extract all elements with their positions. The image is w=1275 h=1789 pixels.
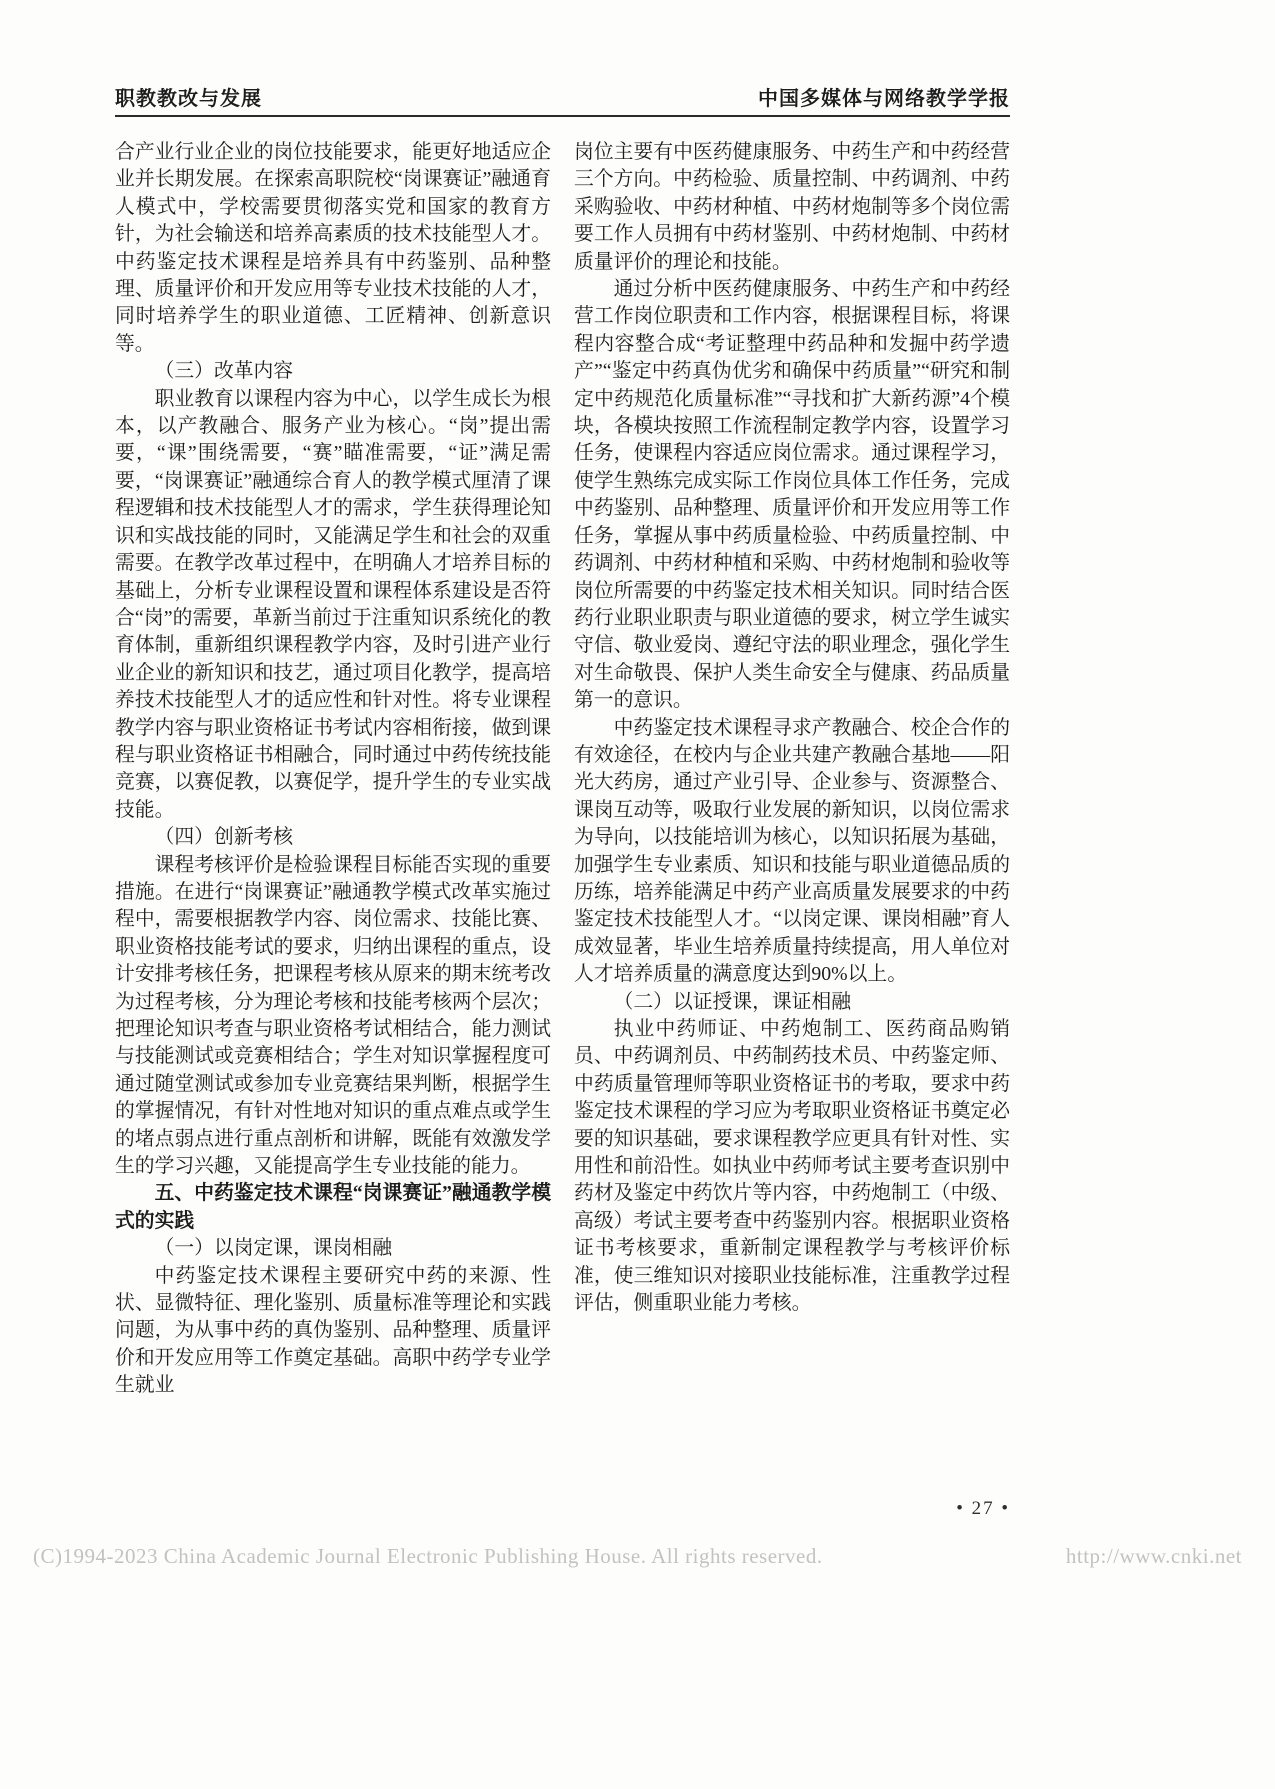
body-paragraph: 合产业行业企业的岗位技能要求，能更好地适应企业并长期发展。在探索高职院校“岗课赛证”融通育人模式中，学校需要贯彻落实党和国家的教育方针，为社会输送和培养高素质的技术技能型人才。中药鉴定技术课程是培养具有中药鉴别、品种整理、质量评价和开发应用等专业技术技能的人才，同时培养学生的职业道德、工匠精神、创新意识等。 bbox=[115, 141, 551, 355]
copyright-text: (C)1994-2023 China Academic Journal Electronic Publishing House. All rights reserved. bbox=[33, 1544, 823, 1568]
subsection-heading: （三）改革内容 bbox=[154, 360, 294, 383]
right-column bbox=[574, 139, 1010, 1400]
subsection-heading: （二）以证授课，课证相融 bbox=[613, 990, 851, 1013]
header-rule bbox=[115, 115, 1010, 117]
body-paragraph: 中药鉴定技术课程主要研究中药的来源、性状、显微特征、理化鉴别、质量标准等理论和实践问题，为从事中药的真伪鉴别、品种整理、质量评价和开发应用等工作奠定基础。高职中药学专业学生就业 bbox=[115, 1264, 551, 1397]
footer-url: http://www.cnki.net bbox=[1065, 1544, 1242, 1568]
body-paragraph: 职业教育以课程内容为中心，以学生成长为根本，以产教融合、服务产业为核心。“岗”提出需要，“课”围绕需要，“赛”瞄准需要，“证”满足需要，“岗课赛证”融通综合育人的教学模式厘清了课程逻辑和技术技能型人才的需求，学生获得理论知识和实战技能的同时，又能满足学生和社会的双重需要。在教学改革过程中，在明确人才培养目标的基础上，分析专业课程设置和课程体系建设是否符合“岗”的需要，革新当前过于注重知识系统化的教育体制，重新组织课程教学内容，及时引进产业行业企业的新知识和技艺，通过项目化教学，提高培养技术技能型人才的适应性和针对性。将专业课程教学内容与职业资格证书考试内容相衔接，做到课程与职业资格证书相融合，同时通过中药传统技能竞赛，以赛促教，以赛促学，提升学生的专业实战技能。 bbox=[115, 387, 551, 821]
subsection-heading: （四）创新考核 bbox=[154, 826, 294, 849]
page-header bbox=[115, 82, 1010, 111]
body-paragraph: 通过分析中医药健康服务、中药生产和中药经营工作岗位职责和工作内容，根据课程目标，将课程内容整合成“考证整理中药品种和发掘中药学遗产”“鉴定中药真伪优劣和确保中药质量”“研究和制定中药规范化质量标准”“寻找和扩大新药源”4个模块，各模块按照工作流程制定教学内容，设置学习任务，使课程内容适应岗位需求。通过课程学习，使学生熟练完成实际工作岗位具体工作任务，完成中药鉴别、品种整理、质量评价和开发应用等工作任务，掌握从事中药质量检验、中药质量控制、中药调剂、中药材种植和采购、中药材炮制和验收等岗位所需要的中药鉴定技术相关知识。同时结合医药行业职业职责与职业道德的要求，树立学生诚实守信、敬业爱岗、遵纪守法的职业理念，强化学生对生命敬畏、保护人类生命安全与健康、药品质量第一的意识。 bbox=[574, 278, 1010, 712]
header-column-title: 职教教改与发展 bbox=[115, 88, 262, 110]
body-paragraph: 课程考核评价是检验课程目标能否实现的重要措施。在进行“岗课赛证”融通教学模式改革实施过程中，需要根据教学内容、岗位需求、技能比赛、职业资格技能考试的要求，归纳出课程的重点，设计安排考核任务，把课程考核从原来的期末统考改为过程考核，分为理论考核和技能考核两个层次；把理论知识考查与职业资格考试相结合，能力测试与技能测试或竞赛相结合；学生对知识掌握程度可通过随堂测试或参加专业竞赛结果判断，根据学生的掌握情况，有针对性地对知识的重点难点或学生的堵点弱点进行重点剖析和讲解，既能有效激发学生的学习兴趣，又能提高学生专业技能的能力。 bbox=[115, 853, 551, 1178]
section-heading: 五、中药鉴定技术课程“岗课赛证”融通教学模式的实践 bbox=[115, 1182, 551, 1232]
page-footer bbox=[33, 1544, 1242, 1569]
left-column bbox=[115, 139, 551, 1400]
body-paragraph: 执业中药师证、中药炮制工、医药商品购销员、中药调剂员、中药制药技术员、中药鉴定师、中药质量管理师等职业资格证书的考取，要求中药鉴定技术课程的学习应为考取职业资格证书奠定必要的知识基础，要求课程教学应更具有针对性、实用性和前沿性。如执业中药师考试主要考查识别中药材及鉴定中药饮片等内容，中药炮制工（中级、高级）考试主要考查中药鉴别内容。根据职业资格证书考核要求，重新制定课程教学与考核评价标准，使三维知识对接职业技能标准，注重教学过程评估，侧重职业能力考核。 bbox=[574, 1018, 1010, 1315]
page-number: • 27 • bbox=[956, 1498, 1010, 1519]
body-paragraph: 中药鉴定技术课程寻求产教融合、校企合作的有效途径，在校内与企业共建产教融合基地——阳光大药房，通过产业引导、企业参与、资源整合、课岗互动等，吸取行业发展的新知识，以岗位需求为导向，以技能培训为核心，以知识拓展为基础，加强学生专业素质、知识和技能与职业道德品质的历练，培养能满足中药产业高质量发展要求的中药鉴定技术技能型人才。“以岗定课、课岗相融”育人成效显著，毕业生培养质量持续提高，用人单位对人才培养质量的满意度达到90%以上。 bbox=[574, 716, 1010, 986]
article-body bbox=[115, 139, 1010, 1400]
header-journal-title: 中国多媒体与网络教学学报 bbox=[758, 88, 1010, 110]
subsection-heading: （一）以岗定课，课岗相融 bbox=[154, 1237, 392, 1260]
body-paragraph: 岗位主要有中医药健康服务、中药生产和中药经营三个方向。中药检验、质量控制、中药调剂、中药采购验收、中药材种植、中药材炮制等多个岗位需要工作人员拥有中药材鉴别、中药材炮制、中药材质量评价的理论和技能。 bbox=[574, 141, 1010, 273]
